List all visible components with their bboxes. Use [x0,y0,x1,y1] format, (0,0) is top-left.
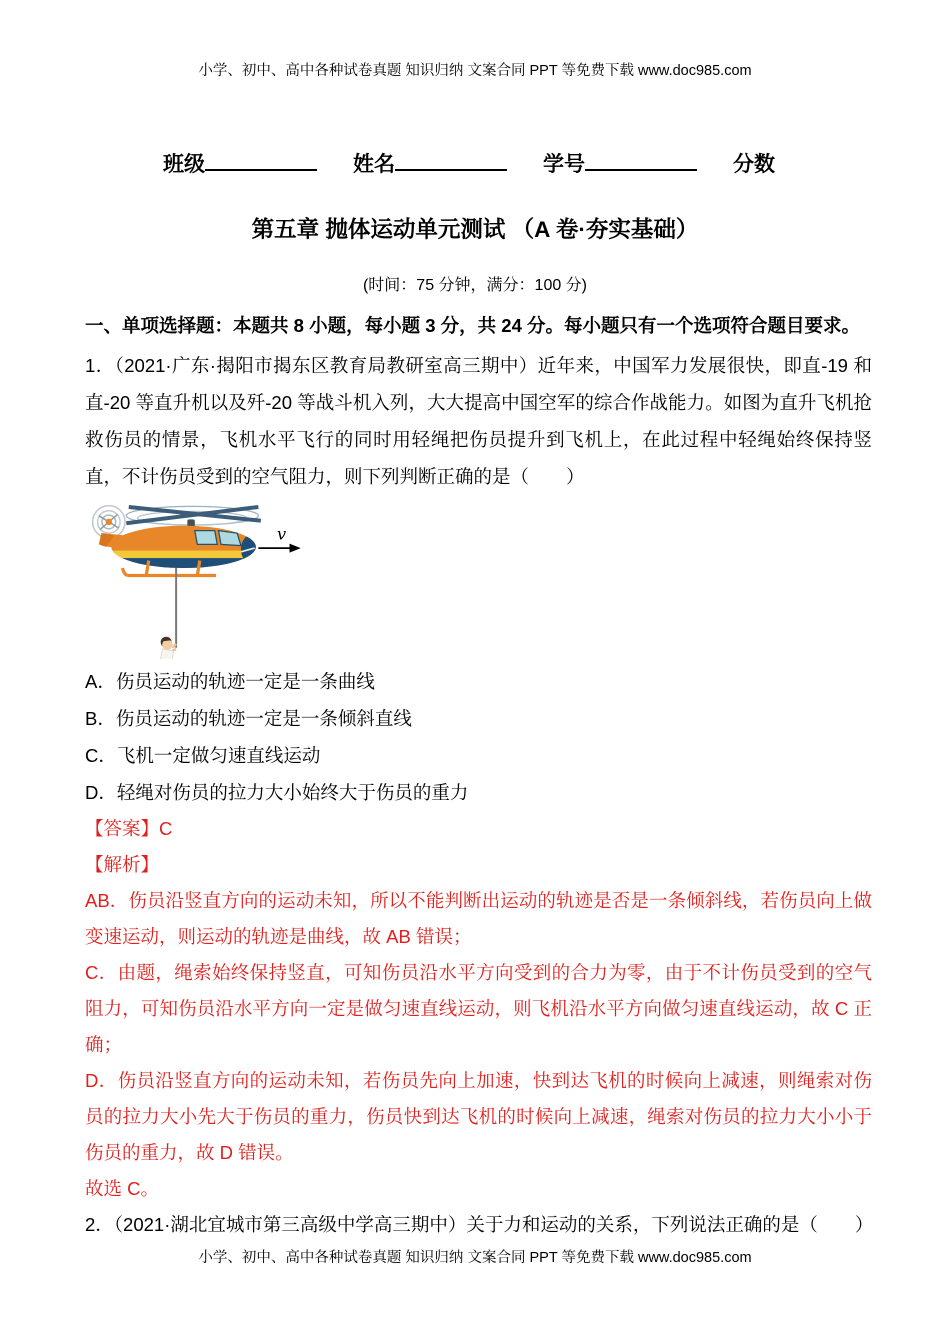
name-blank [395,150,507,171]
section1-heading: 一、单项选择题：本题共 8 小题，每小题 3 分，共 24 分。每小题只有一个选项符合题目要求。 [85,315,860,336]
question2-stem: 2．（2021·湖北宜城市第三高级中学高三期中）关于力和运动的关系，下列说法正确的是（ ） [85,1214,874,1235]
helicopter-figure [86,497,346,659]
analysis-d: D．伤员沿竖直方向的运动未知，若伤员先向上加速，快到达飞机的时候向上减速，则绳索对伤员的拉力大小先大于伤员的重力，伤员快到达飞机的时候向上减速，绳索对伤员的拉力大小小于伤员的重力，故 D 错误。 [85,1070,872,1163]
exam-meta: (时间：75 分钟，满分：100 分) [362,277,588,294]
question1-options [0,663,950,811]
analysis-conclusion: 故选 C。 [85,1178,160,1199]
option-c: C．飞机一定做匀速直线运动 [85,745,321,766]
student-info-line [0,150,950,179]
class-field [163,153,317,176]
analysis-ab: AB．伤员沿竖直方向的运动未知，所以不能判断出运动的轨迹是否是一条倾斜线，若伤员向上做变速运动，则运动的轨迹是曲线，故 AB 错误； [85,890,872,947]
answer-value: C [159,818,173,839]
answer-label: 【答案】 [85,818,160,839]
helicopter-body [109,526,264,573]
id-label: 学号 [543,153,585,176]
name-field [353,153,507,176]
score-label: 分数 [733,153,775,176]
velocity-label: v [277,524,287,544]
helicopter-rescue-illustration [86,497,346,659]
analysis-c: C．由题，绳索始终保持竖直，可知伤员沿水平方向受到的合力为零，由于不计伤员受到的空气阻力，可知伤员沿水平方向一定是做匀速直线运动，则飞机沿水平方向做匀速直线运动，故 C 正确； [85,962,872,1055]
velocity-arrow [258,524,300,552]
option-b: B．伤员运动的轨迹一定是一条倾斜直线 [85,708,412,729]
page-title: 第五章 抛体运动单元测试 （A 卷·夯实基础） [251,217,699,242]
analysis-label: 【解析】 [85,854,160,875]
name-label: 姓名 [353,153,395,176]
class-blank [205,150,317,171]
injured-person-icon [158,637,176,659]
id-field [543,153,697,176]
footer-watermark: 小学、初中、高中各种试卷真题 知识归纳 文案合同 PPT 等免费下载 www.doc985.com [198,1250,752,1266]
id-blank [585,150,697,171]
question1-stem: 1．（2021·广东·揭阳市揭东区教育局教研室高三期中）近年来，中国军力发展很快，即直-19 和直-20 等直升机以及歼-20 等战斗机入列，大大提高中国空军的综合作战能力。如图为直升飞机抢救伤员的情景，飞机水平飞行的同时用轻绳把伤员提升到飞机上，在此过程中轻绳始终保持竖直，不计伤员受到的空气阻力，则下列判断正确的是（ ） [85,355,872,487]
answer-line [85,811,950,847]
option-a: A．伤员运动的轨迹一定是一条曲线 [85,671,375,692]
header-watermark: 小学、初中、高中各种试卷真题 知识归纳 文案合同 PPT 等免费下载 www.doc985.com [198,63,752,79]
class-label: 班级 [163,153,205,176]
tail-rotor-icon [93,506,125,538]
option-d: D．轻绳对伤员的拉力大小始终大于伤员的重力 [85,782,469,803]
cockpit-window-rear [195,531,217,545]
cockpit-window-front [218,531,240,546]
